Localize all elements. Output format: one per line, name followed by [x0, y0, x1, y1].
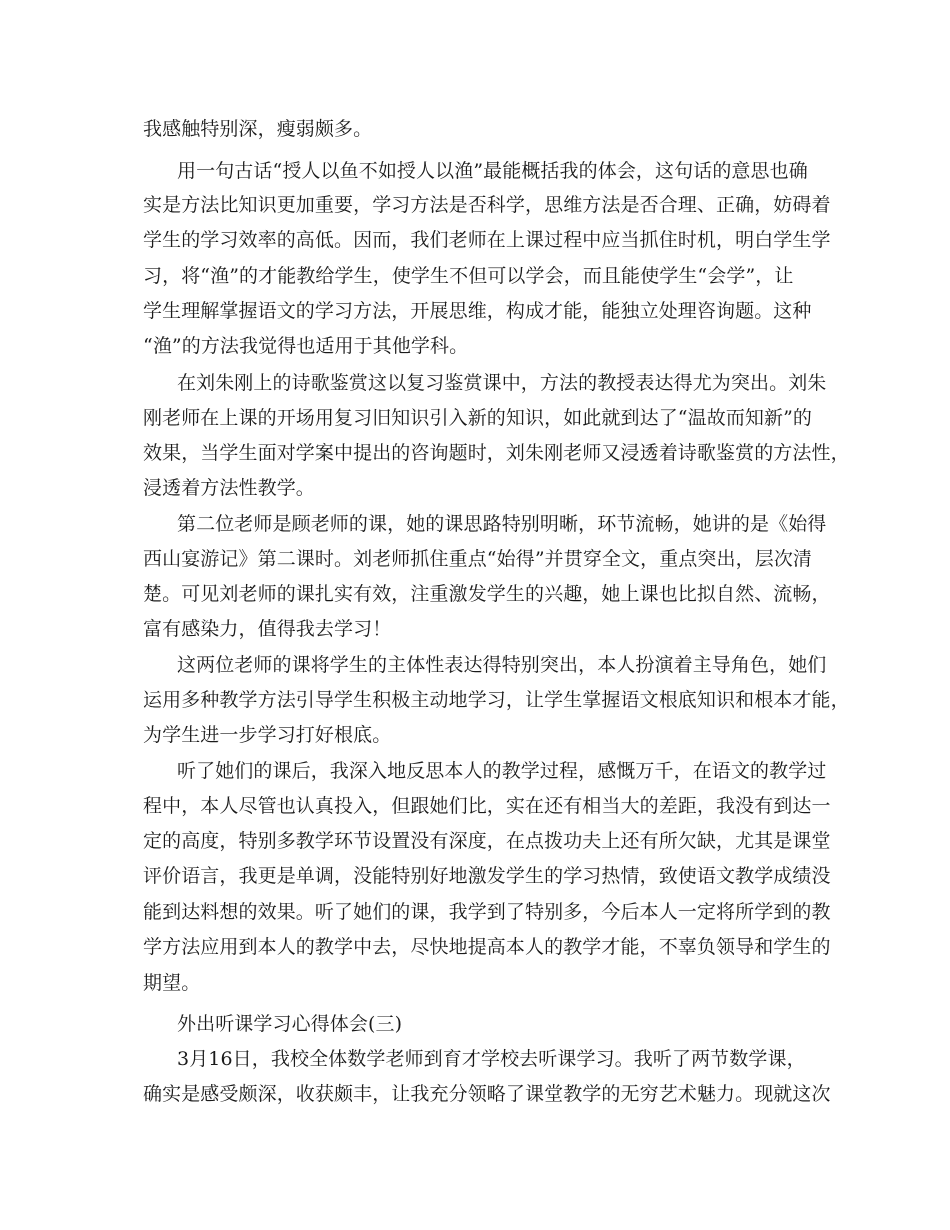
text-line: 能到达料想的效果。听了她们的课，我学到了特别多，今后本人一定将所学到的教 — [143, 901, 831, 923]
text-line: 在刘朱刚上的诗歌鉴赏这以复习鉴赏课中，方法的教授表达得尤为突出。刘朱 — [177, 372, 827, 394]
text-line: 学生理解掌握语文的学习方法，开展思维，构成才能，能独立处理咨询题。这种 — [143, 300, 812, 322]
text-line: 习，将“渔”的才能教给学生，使学生不但可以学会，而且能使学生“会学”，让 — [143, 265, 794, 287]
text-line: 学方法应用到本人的教学中去，尽快地提高本人的教学才能，不辜负领导和学生的 — [143, 936, 831, 958]
text-line: 确实是感受颇深，收获颇丰，让我充分领略了课堂教学的无穷艺术魅力。现就这次 — [143, 1083, 831, 1105]
text-line: 第二位老师是顾老师的课，她的课思路特别明晰，环节流畅，她讲的是《始得 — [177, 513, 827, 535]
text-line: 听了她们的课后，我深入地反思本人的教学过程，感慨万千，在语文的教学过 — [177, 760, 827, 782]
text-line: 3月16日，我校全体数学老师到育才学校去听课学习。我听了两节数学课， — [177, 1048, 806, 1070]
section-heading: 外出听课学习心得体会(三) — [177, 1013, 403, 1035]
text-line: 评价语言，我更是单调，没能特别好地激发学生的学习热情，致使语文教学成绩没 — [143, 865, 831, 887]
text-line: 我感触特别深，瘦弱颇多。 — [143, 118, 373, 140]
text-line: 这两位老师的课将学生的主体性表达得特别突出，本人扮演着主导角色，她们 — [177, 654, 827, 676]
text-line: 实是方法比知识更加重要，学习方法是否科学，思维方法是否合理、正确，妨碍着 — [143, 194, 831, 216]
text-line: 学生的学习效率的高低。因而，我们老师在上课过程中应当抓住时机，明白学生学 — [143, 229, 831, 251]
text-line: 定的高度，特别多教学环节设置没有深度，在点拨功夫上还有所欠缺，尤其是课堂 — [143, 830, 831, 852]
text-line: 为学生进一步学习打好根底。 — [143, 724, 392, 746]
text-line: 浸透着方法性教学。 — [143, 477, 315, 499]
text-line: 运用多种教学方法引导学生积极主动地学习，让学生掌握语文根底知识和根本才能， — [143, 689, 850, 711]
text-line: 楚。可见刘老师的课扎实有效，注重激发学生的兴趣，她上课也比拟自然、流畅， — [143, 583, 831, 605]
text-line: 富有感染力，值得我去学习！ — [143, 618, 392, 640]
text-line: 刚老师在上课的开场用复习旧知识引入新的知识，如此就到达了“温故而知新”的 — [143, 407, 813, 429]
text-line: 效果，当学生面对学案中提出的咨询题时，刘朱刚老师又浸透着诗歌鉴赏的方法性， — [143, 442, 850, 464]
text-line: 西山宴游记》第二课时。刘老师抓住重点“始得”并贯穿全文，重点突出，层次清 — [143, 548, 813, 570]
text-line: 期望。 — [143, 972, 201, 994]
text-line: 用一句古话“授人以鱼不如授人以渔”最能概括我的体会，这句话的意思也确 — [177, 160, 808, 182]
text-line: 程中，本人尽管也认真投入，但跟她们比，实在还有相当大的差距，我没有到达一 — [143, 795, 831, 817]
text-line: “渔”的方法我觉得也适用于其他学科。 — [143, 335, 469, 357]
